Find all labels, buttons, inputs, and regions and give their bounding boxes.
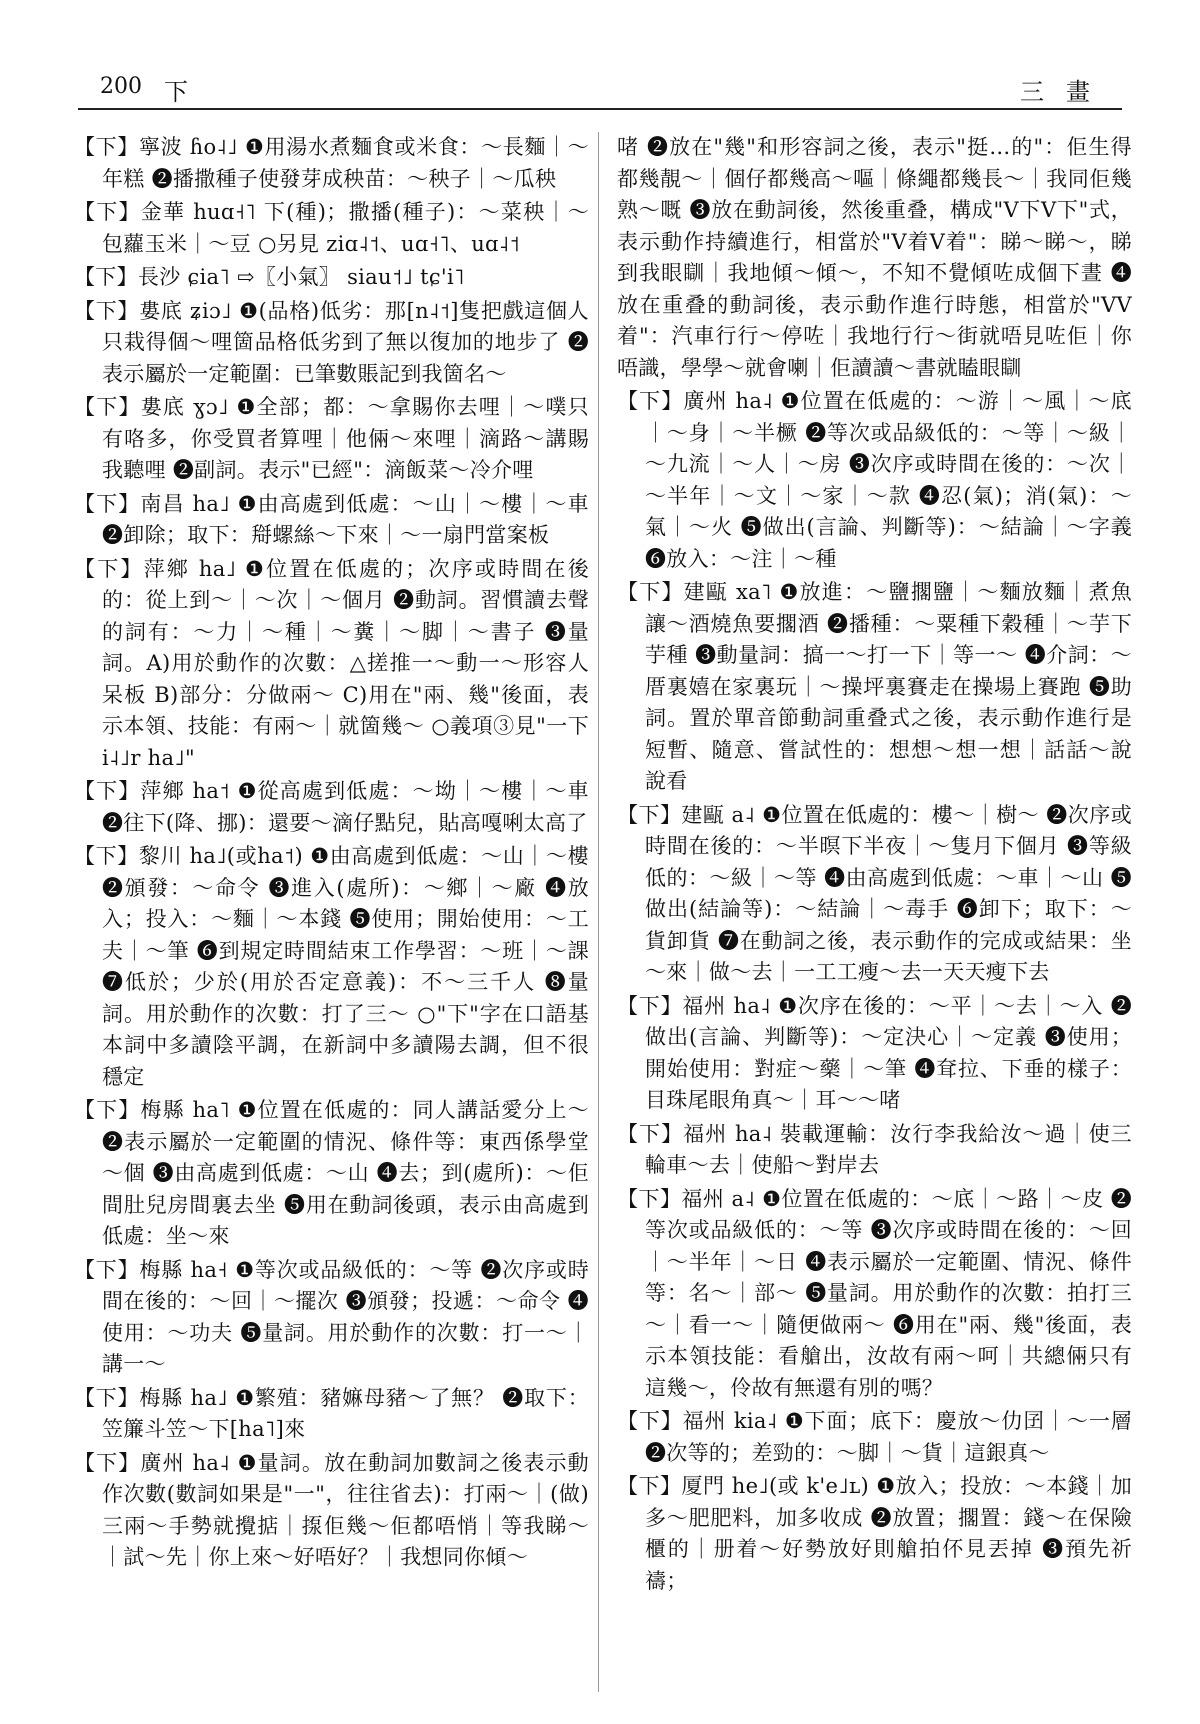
head-character: 下 (164, 78, 188, 106)
dictionary-entry: 【下】建甌 a˨ ❶位置在低處的：樓～｜樹～ ❷次序或時間在後的：～半暝下半夜｜～隻月下個月 ❸等級低的：～級｜～等 ❹由高處到低處：～車｜～山 ❺做出(結論等)：～結論｜～毒手 ❻卸下；取下：～貨卸貨 ❼在動詞之後，表示動作的完成或結果：坐～來｜做～去｜一工工瘦～去一天天瘦下去 (617, 802, 1132, 984)
dictionary-entry: 【下】萍鄉 ha˦ ❶從高處到低處：～坳｜～樓｜～車 ❷往下(降、挪)：還要～滴仔點兒，貼高嘎唎太高了 (74, 779, 589, 835)
dictionary-entry: 【下】婁底 ʑiɔ˩ ❶(品格)低劣：那[n˨˦]隻把戲這個人只栽得個～哩箇品格低劣到了無以復加的地步了 ❷表示屬於一定範圍：已筆數賬記到我箇名～ (74, 298, 589, 386)
dictionary-entry: 【下】寧波 ɦo˨˩ ❶用湯水煮麵食或米食：～長麵｜～年糕 ❷播撒種子使發芽成秧苗：～秧子｜～瓜秧 (74, 135, 589, 191)
section-label: 三畫 (1020, 78, 1112, 106)
dictionary-entry: 【下】厦門 he˩(或 k'e˩ʟ) ❶放入；投放：～本錢｜加多～肥肥料，加多收成 ❷放置；擱置：錢～在保險櫃的｜册着～好勢放好則艙拍伓見丟掉 ❸預先祈禱； (617, 1474, 1132, 1593)
dictionary-entry: 【下】婁底 ɣɔ˩ ❶全部；都：～拿賜你去哩｜～噗只有咯多，你受買者算哩｜他倆～來哩｜滴路～講賜我聽哩 ❷副詞。表示"已經"：滴飯菜～冷介哩 (74, 395, 589, 482)
dictionary-entry: 【下】梅縣 ha˥ ❶位置在低處的：同人講話愛分上～ ❷表示屬於一定範圍的情況、條件等：東西係學堂～個 ❸由高處到低處：～山 ❹去；到(處所)：～佢間肚兒房間裏去坐 ❺用在動詞後頭，表示由高處到低處：坐～來 (74, 1098, 589, 1248)
dictionary-entry-continued: 啫 ❷放在"幾"和形容詞之後，表示"挺…的"：佢生得都幾靚～｜個仔都幾高～嘔｜條繩都幾長～｜我同佢幾熟～嘅 ❸放在動詞後，然後重叠，構成"V下V下"式，表示動作持續進行，相當於"V着V着"：睇～睇～，睇到我眼瞓｜我地傾～傾～，不知不覺傾咗成個下晝 ❹放在重叠的動詞後，表示動作進行時態，相當於"VV着"：汽車行行～停咗｜我地行行～街就唔見咗佢｜你唔識，學學～就會喇｜佢讀讀～書就瞌眼瞓 (617, 135, 1132, 380)
dictionary-entry: 【下】福州 ha˨ 裝載運輸：汝行李我給汝～過｜使三輪車～去｜使船～對岸去 (617, 1121, 1132, 1177)
page-header (78, 70, 1122, 110)
dictionary-entry: 【下】梅縣 ha˩ ❶繁殖：豬嫲母豬～了無？ ❷取下：笠簾斗笠～下[ha˥]來 (74, 1385, 589, 1441)
dictionary-entry: 【下】萍鄉 ha˩ ❶位置在低處的；次序或時間在後的：從上到～｜～次｜～個月 ❷動詞。習慣讀去聲的詞有：～力｜～種｜～糞｜～脚｜～書子 ❸量詞。A)用於動作的次數：△搓推一～動一～形容人呆板 B)部分：分做兩～ C)用在"兩、幾"後面，表示本領、技能：有兩～｜就箇幾～ ○義項③見"一下 i˨˩r ha˩" (74, 556, 589, 770)
right-column (617, 132, 1132, 1599)
dictionary-entry: 【下】福州 ha˨ ❶次序在後的：～平｜～去｜～入 ❷做出(言論、判斷等)：～定決心｜～定義 ❸使用；開始使用：對症～藥｜～筆 ❹耷拉、下垂的樣子：目珠尾眼角真～｜耳～～啫 (617, 993, 1132, 1112)
dictionary-entry: 【下】廣州 ha˨ ❶位置在低處的：～游｜～風｜～底｜～身｜～半橛 ❷等次或品級低的：～等｜～級｜～九流｜～人｜～房 ❸次序或時間在後的：～次｜～半年｜～文｜～家｜～款 ❹忍(氣)；消(氣)：～氣｜～火 ❺做出(言論、判斷等)：～結論｜～字義 ❻放入：～注｜～種 (617, 389, 1132, 571)
dictionary-entry: 【下】福州 a˨ ❶位置在低處的：～底｜～路｜～皮 ❷等次或品級低的：～等 ❸次序或時間在後的：～回｜～半年｜～日 ❹表示屬於一定範圍、情況、條件等：名～｜部～ ❺量詞。用於動作的次數：拍打三～｜看一～｜隨便做兩～ ❻用在"兩、幾"後面，表示本領技能：看艙出，汝故有兩～呵｜共總倆只有這幾～，伶故有無還有別的嗎？ (617, 1186, 1132, 1400)
dictionary-entry: 【下】南昌 ha˩ ❶由高處到低處：～山｜～樓｜～車 ❷卸除；取下：搿螺絲～下來｜～一扇門當案板 (74, 491, 589, 547)
dictionary-entry: 【下】廣州 ha˨ ❶量詞。放在動詞加數詞之後表示動作次數(數詞如果是"一"，往往省去)：打兩～｜(做)三兩～手勢就攪掂｜揼佢幾～佢都唔悄｜等我睇～｜試～先｜你上來～好唔好？｜我想同你傾～ (74, 1450, 589, 1569)
dictionary-entry: 【下】福州 kia˨ ❶下面；底下：慶放～仂囝｜～一層 ❷次等的；差勁的：～脚｜～貨｜這銀真～ (617, 1409, 1132, 1465)
dictionary-entry: 【下】黎川 ha˩(或ha˦) ❶由高處到低處：～山｜～樓 ❷頒發：～命令 ❸進入(處所)：～鄉｜～廠 ❹放入；投入：～麵｜～本錢 ❺使用；開始使用：～工夫｜～筆 ❻到規定時間結束工作學習：～班｜～課 ❼低於；少於(用於否定意義)：不～三千人 ❽量詞。用於動作的次數：打了三～ ○"下"字在口語基本詞中多讀陰平調，在新詞中多讀陽去調，但不很穩定 (74, 844, 589, 1089)
left-column (74, 132, 589, 1576)
dictionary-entry: 【下】金華 huɑ˧˥ 下(種)；撒播(種子)：～菜秧｜～包蘿玉米｜～豆 ○另見 ziɑ˨˦、uɑ˧˥、uɑ˨˦ (74, 200, 589, 256)
dictionary-entry: 【下】建甌 xa˥ ❶放進：～鹽擱鹽｜～麵放麵｜煮魚讓～酒燒魚要擱酒 ❷播種：～粟種下穀種｜～芋下芋種 ❸動量詞：搞一～打一下｜等一～ ❹介詞：～厝裏嬉在家裏玩｜～操坪裏賽走在操場上賽跑 ❺助詞。置於單音節動詞重叠式之後，表示動作進行是短暫、隨意、嘗試性的：想想～想一想｜話話～說說看 (617, 580, 1132, 793)
column-divider (598, 132, 599, 1692)
dictionary-entry: 【下】梅縣 ha˧ ❶等次或品級低的：～等 ❷次序或時間在後的：～回｜～擺次 ❸頒發；投遞：～命令 ❹使用：～功夫 ❺量詞。用於動作的次數：打一～｜講一～ (74, 1257, 589, 1376)
page-number: 200 (100, 74, 142, 99)
dictionary-entry: 【下】長沙 ɕia˥ ⇨〖小氣〗 siau˦˩ tɕ'i˥ (74, 265, 465, 289)
